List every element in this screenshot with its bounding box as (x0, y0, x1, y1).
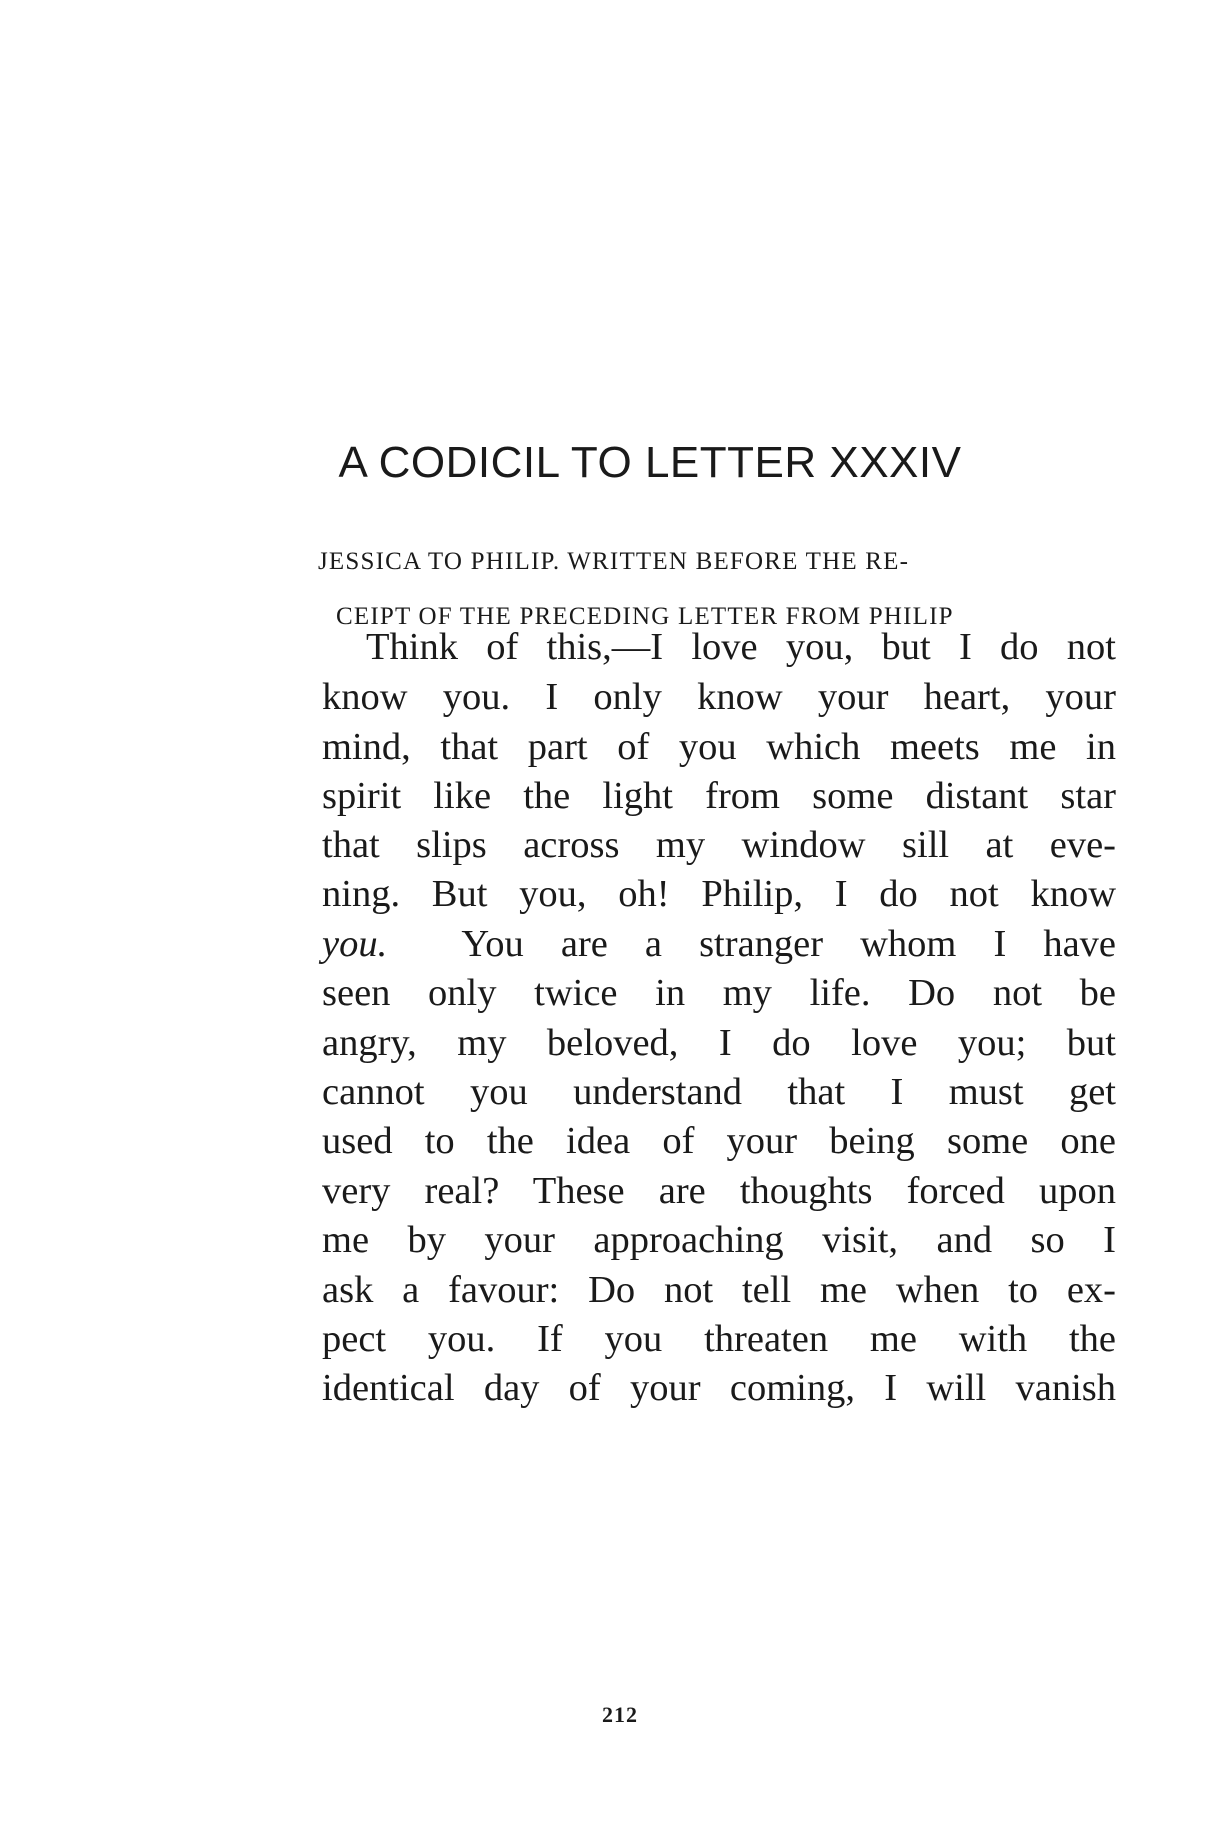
subtitle-line-1: JESSICA TO PHILIP. WRITTEN BEFORE THE RE- (318, 548, 910, 575)
body-line-16: identical day of your coming, I will vanish (322, 1367, 1116, 1409)
body-line-14: ask a favour: Do not tell me when to ex- (322, 1269, 1116, 1311)
body-line-7-text: You are a stranger whom I have (461, 923, 1116, 965)
body-line-12: very real? These are thoughts forced upon (322, 1170, 1116, 1212)
body-line-11: used to the idea of your being some one (322, 1120, 1116, 1162)
body-line-2: know you. I only know your heart, your (322, 676, 1116, 718)
body-line-9: angry, my beloved, I do love you; but (322, 1022, 1116, 1064)
page-number: 212 (602, 1702, 638, 1727)
body-line-1: Think of this,—I love you, but I do not (366, 626, 1116, 668)
body-line-6: ning. But you, oh! Philip, I do not know (322, 873, 1116, 915)
body-line-3: mind, that part of you which meets me in (322, 726, 1116, 768)
body-line-4: spirit like the light from some distant star (322, 775, 1116, 817)
italic-word: you. (322, 923, 388, 965)
body-line-8: seen only twice in my life. Do not be (322, 972, 1116, 1014)
subtitle-line-2: CEIPT OF THE PRECEDING LETTER FROM PHILIP (336, 603, 954, 630)
body-line-13: me by your approaching visit, and so I (322, 1219, 1116, 1261)
body-line-10: cannot you understand that I must get (322, 1071, 1116, 1113)
chapter-title: A CODICIL TO LETTER XXXIV (338, 438, 962, 487)
body-line-15: pect you. If you threaten me with the (322, 1318, 1116, 1360)
body-line-5: that slips across my window sill at eve- (322, 824, 1116, 866)
